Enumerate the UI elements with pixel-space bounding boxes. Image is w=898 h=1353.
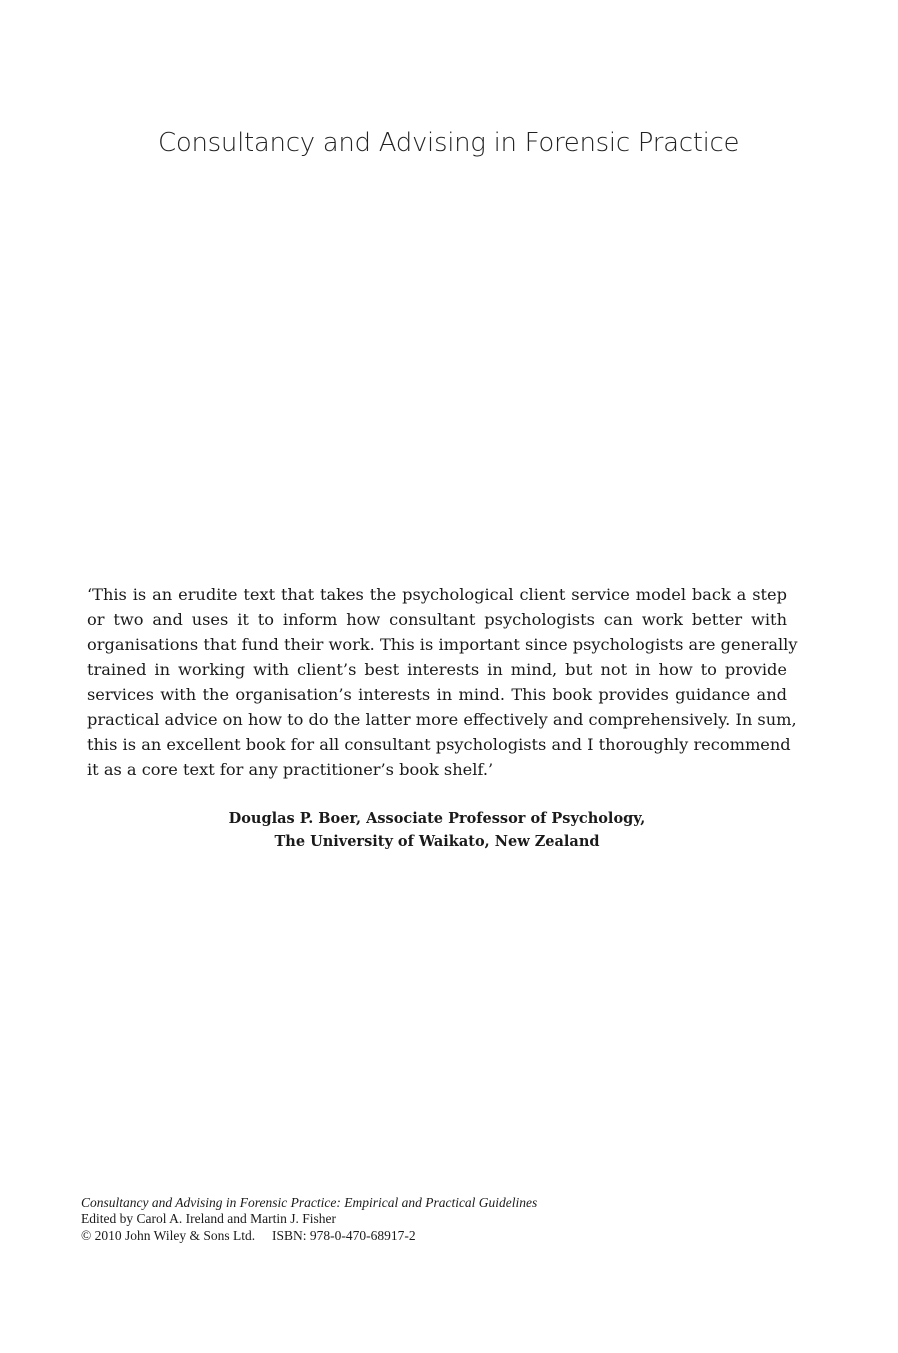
quote-line: it as a core text for any practitioner’s book shelf.’ — [87, 760, 494, 779]
quote-line: organisations that fund their work. This is important since psychologists are generally — [87, 635, 798, 654]
copyright: © 2010 John Wiley & Sons Ltd. — [81, 1227, 256, 1243]
attribution-affiliation: The University of Waikato, New Zealand — [274, 832, 600, 850]
book-title: Consultancy and Advising in Forensic Practice: Empirical and Practical Guidelines — [81, 1195, 538, 1210]
quote-line: this is an excellent book for all consultant psychologists and I thoroughly recommend — [87, 735, 791, 754]
page-title: Consultancy and Advising in Forensic Practice — [158, 128, 740, 158]
quote-line: ‘This is an erudite text that takes the psychological client service model back a step — [87, 585, 787, 604]
copyright-footer — [81, 1195, 537, 1244]
copyright-line — [81, 1228, 537, 1244]
quote-line: practical advice on how to do the latter more effectively and comprehensively. In sum, — [87, 710, 797, 729]
quote-line: or two and uses it to inform how consultant psychologists can work better with — [87, 610, 787, 629]
quote-line: services with the organisation’s interests in mind. This book provides guidance and — [87, 685, 787, 704]
isbn: ISBN: 978-0-470-68917-2 — [271, 1227, 416, 1243]
editors: Edited by Carol A. Ireland and Martin J. Fisher — [81, 1211, 336, 1227]
attribution-name: Douglas P. Boer, Associate Professor of Psychology, — [228, 810, 646, 827]
quote-line: trained in working with client’s best interests in mind, but not in how to provide — [87, 660, 787, 679]
endorsement-attribution — [87, 808, 787, 853]
endorsement-quote — [87, 582, 798, 782]
